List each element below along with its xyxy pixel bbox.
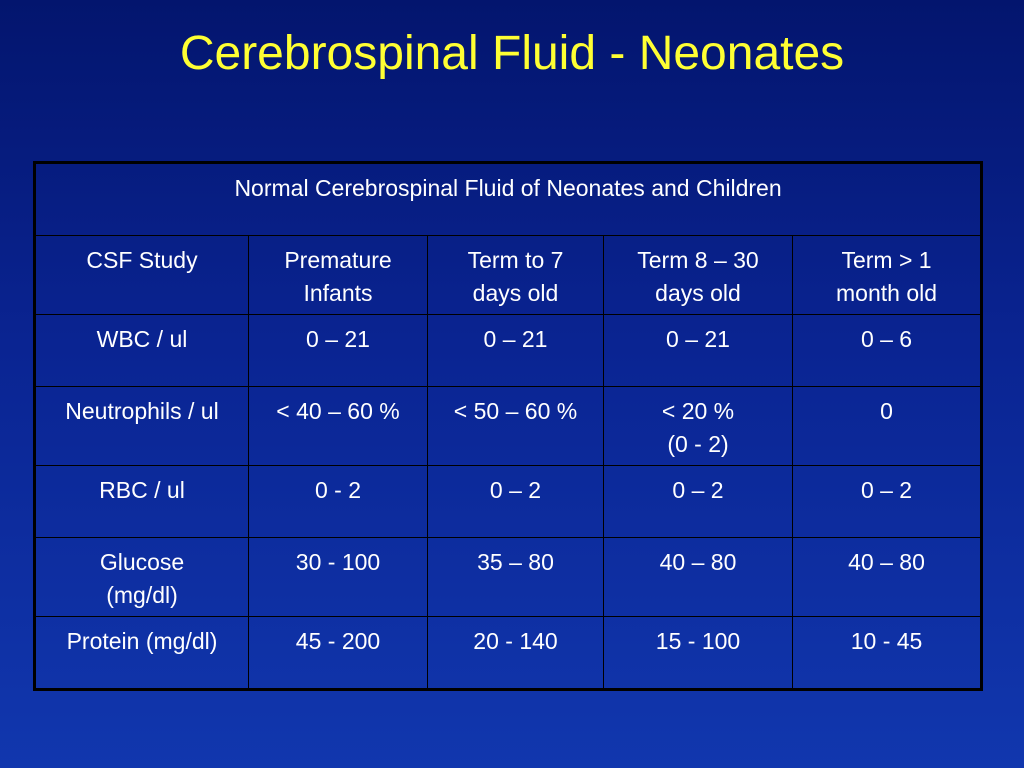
table-caption: Normal Cerebrospinal Fluid of Neonates and Children [35, 163, 982, 236]
table-cell: 30 - 100 [249, 538, 428, 617]
table-cell: 0 – 21 [249, 315, 428, 387]
header-premature-infants: Premature Infants [249, 236, 428, 315]
table-header-row [35, 236, 982, 315]
table-cell: 0 [793, 387, 982, 466]
table-cell: 45 - 200 [249, 617, 428, 690]
csf-table [33, 161, 983, 691]
table-cell: < 20 % (0 - 2) [604, 387, 793, 466]
row-label: RBC / ul [35, 466, 249, 538]
table-cell: 0 – 2 [793, 466, 982, 538]
table-cell: 0 - 2 [249, 466, 428, 538]
table-cell: < 40 – 60 % [249, 387, 428, 466]
row-label: WBC / ul [35, 315, 249, 387]
table-row-rbc [35, 466, 982, 538]
table-caption-row [35, 163, 982, 236]
row-label: Protein (mg/dl) [35, 617, 249, 690]
table-cell: 40 – 80 [793, 538, 982, 617]
table-cell: 20 - 140 [428, 617, 604, 690]
table-cell: 15 - 100 [604, 617, 793, 690]
table-cell: 0 – 6 [793, 315, 982, 387]
table-cell: 10 - 45 [793, 617, 982, 690]
table-cell: < 50 – 60 % [428, 387, 604, 466]
table-cell: 40 – 80 [604, 538, 793, 617]
row-label: Glucose (mg/dl) [35, 538, 249, 617]
header-term-over-1-month: Term > 1 month old [793, 236, 982, 315]
header-term-to-7-days: Term to 7 days old [428, 236, 604, 315]
table-cell: 0 – 2 [428, 466, 604, 538]
table-cell: 0 – 2 [604, 466, 793, 538]
table-cell: 0 – 21 [604, 315, 793, 387]
row-label: Neutrophils / ul [35, 387, 249, 466]
slide-title: Cerebrospinal Fluid - Neonates [179, 27, 845, 80]
table-row-protein [35, 617, 982, 690]
header-csf-study: CSF Study [35, 236, 249, 315]
header-term-8-30-days: Term 8 – 30 days old [604, 236, 793, 315]
table-row-wbc [35, 315, 982, 387]
table-row-neutrophils [35, 387, 982, 466]
table-cell: 0 – 21 [428, 315, 604, 387]
table-row-glucose [35, 538, 982, 617]
table-cell: 35 – 80 [428, 538, 604, 617]
